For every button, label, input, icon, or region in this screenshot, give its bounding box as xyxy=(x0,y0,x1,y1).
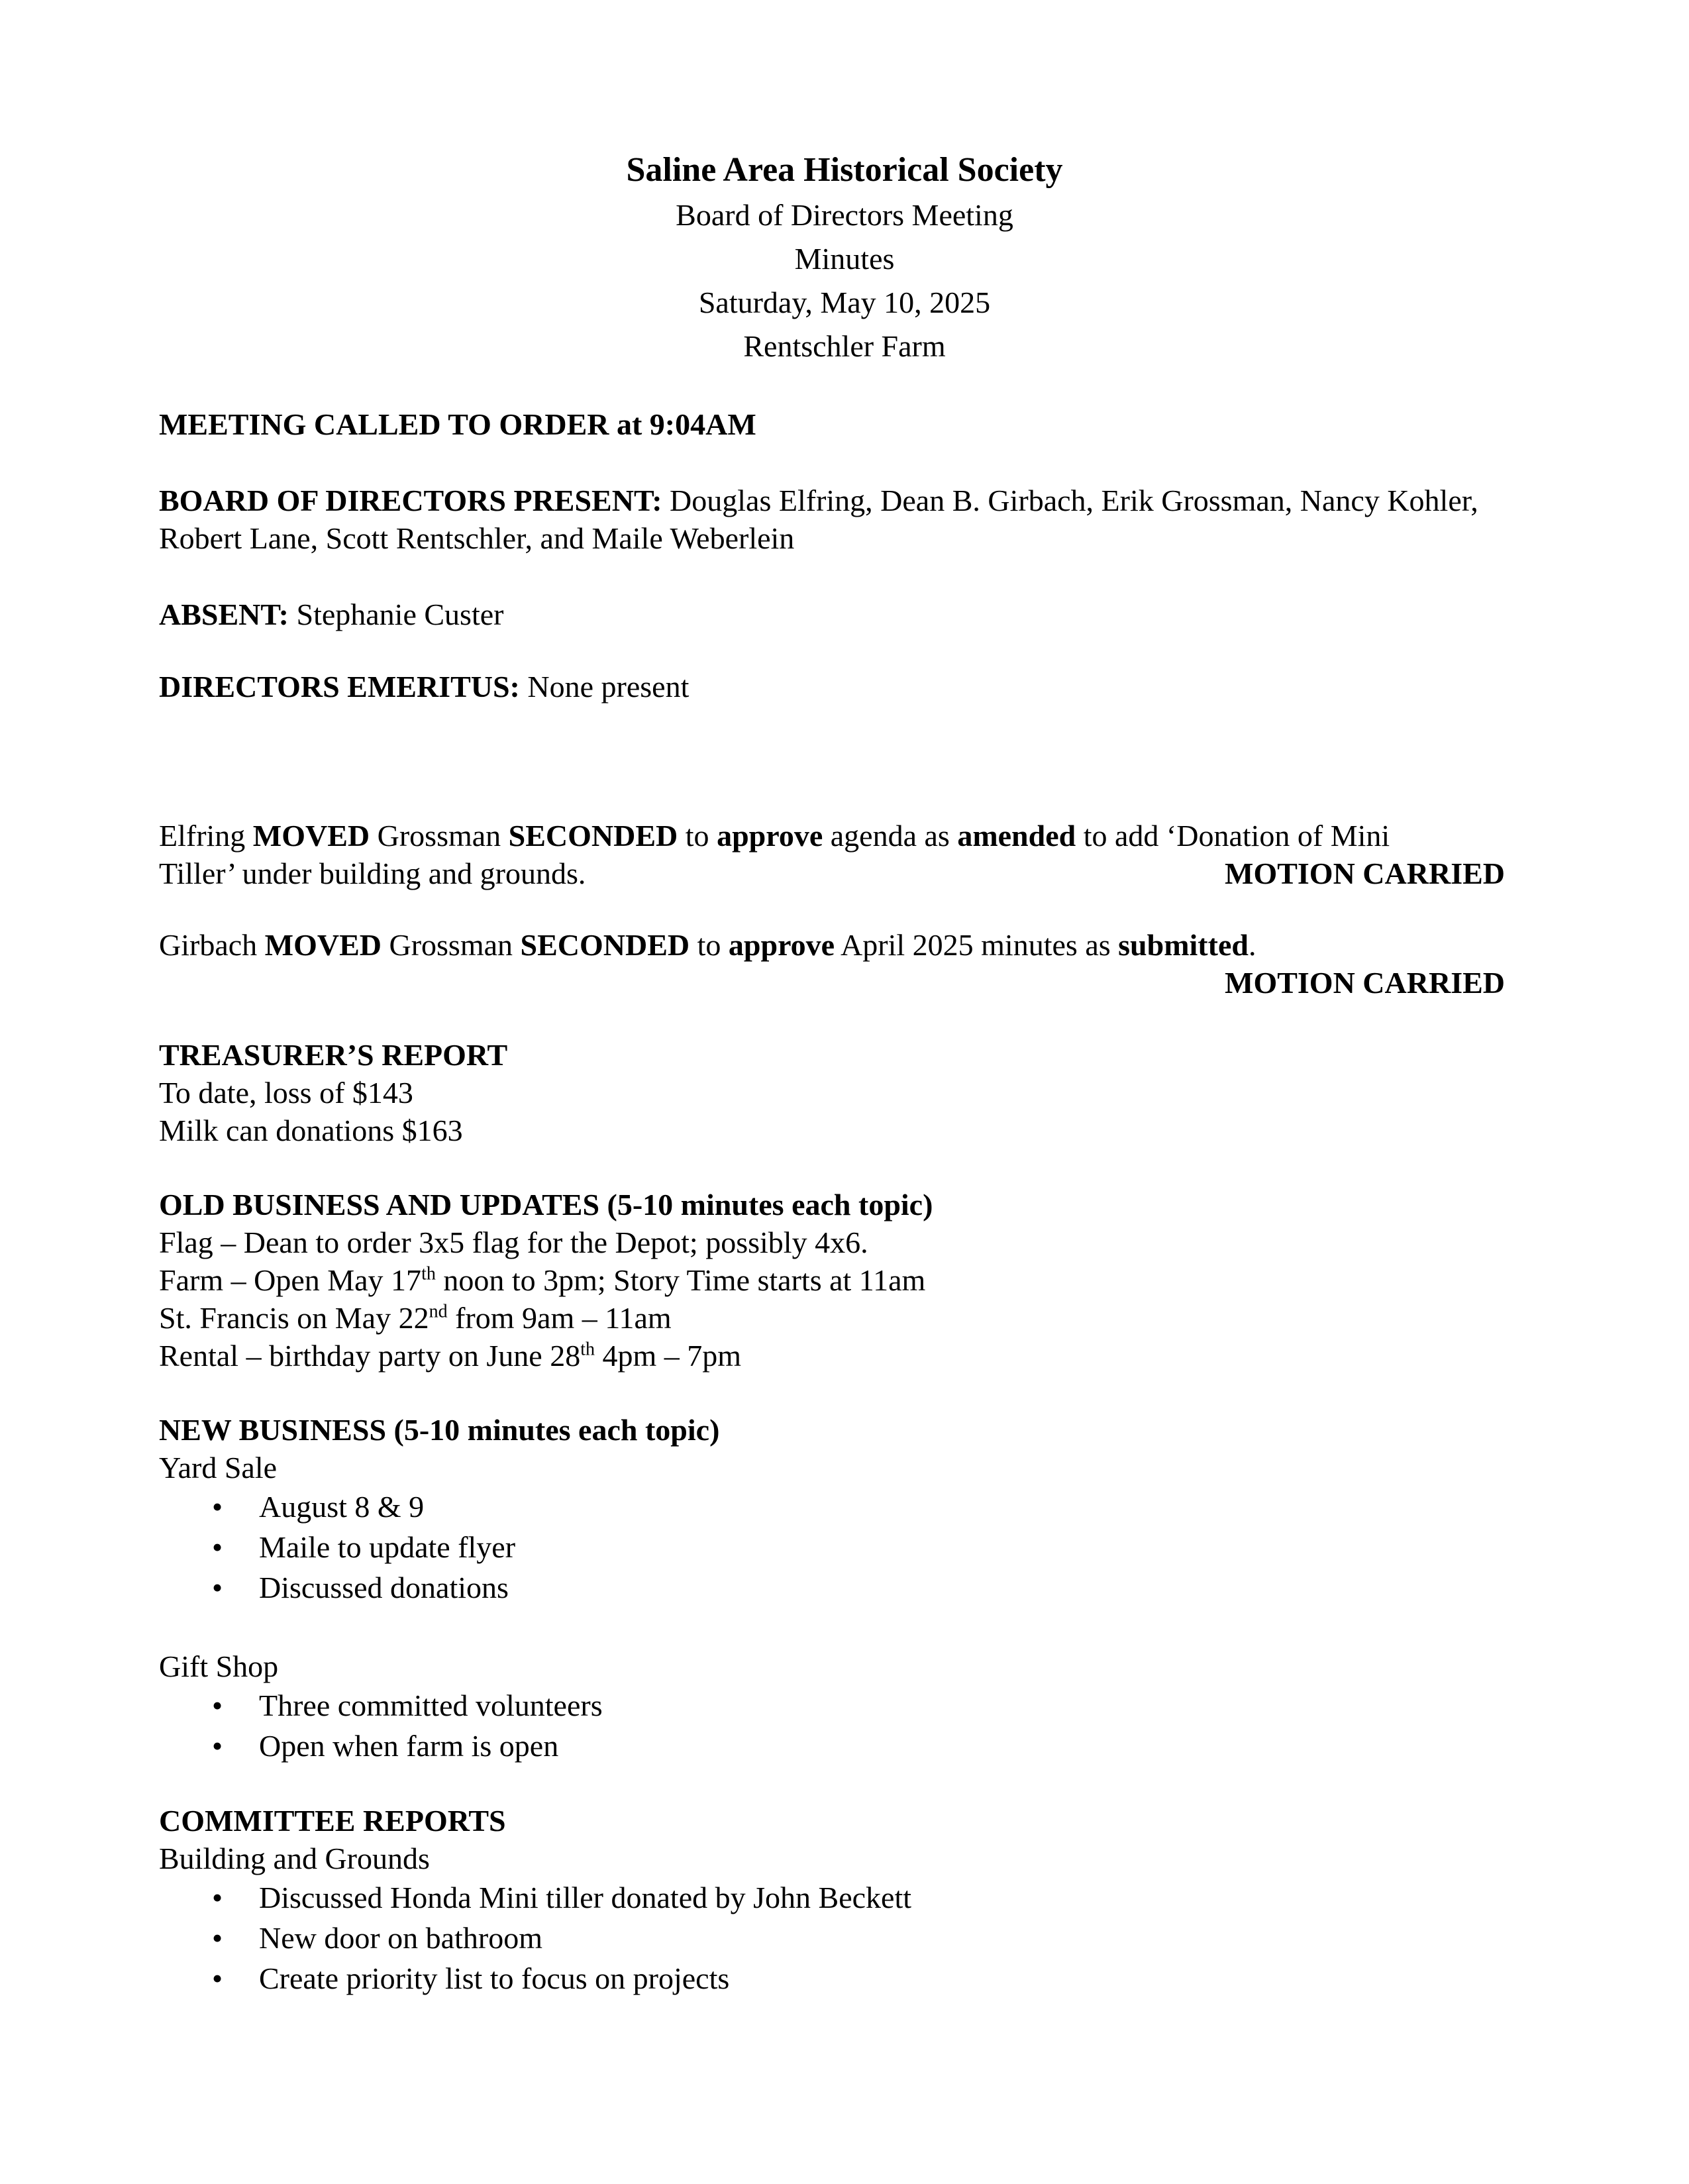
list-item xyxy=(159,1877,1530,1918)
motion-status-word: submitted xyxy=(1118,928,1249,962)
bullet-icon: • xyxy=(212,1530,223,1564)
absent-label: ABSENT: xyxy=(159,598,289,631)
present-label: BOARD OF DIRECTORS PRESENT: xyxy=(159,484,662,517)
bullet-icon: • xyxy=(212,1961,223,1995)
motion-seconded: SECONDED xyxy=(508,819,678,853)
line-text: 4pm – 7pm xyxy=(595,1339,742,1373)
motion-mover: Elfring xyxy=(159,819,253,853)
old-business-line xyxy=(159,1299,1530,1337)
building-grounds-list xyxy=(159,1877,1530,1999)
motion-tail-line2: Tiller’ under building and grounds. xyxy=(159,857,586,890)
motion-2-line1 xyxy=(159,926,1530,964)
list-item xyxy=(159,1726,1530,1766)
motion-1-line1 xyxy=(159,817,1530,855)
yard-sale-list xyxy=(159,1486,1530,1608)
line-text: St. Francis on May 22 xyxy=(159,1301,429,1335)
bullet-icon: • xyxy=(212,1921,223,1955)
motion-moved: MOVED xyxy=(252,819,370,853)
old-business-section xyxy=(159,1186,1530,1375)
absent-paragraph xyxy=(159,596,1530,633)
subsection-title: Gift Shop xyxy=(159,1649,279,1683)
list-item-text: Discussed Honda Mini tiller donated by John Beckett xyxy=(259,1881,912,1914)
committee-reports-section xyxy=(159,1802,1530,1999)
motion-1 xyxy=(159,817,1530,892)
list-item-text: Three committed volunteers xyxy=(259,1689,603,1722)
meeting-date: Saturday, May 10, 2025 xyxy=(698,286,991,319)
list-item xyxy=(159,1958,1530,1999)
motion-approve: approve xyxy=(717,819,823,853)
doc-type: Minutes xyxy=(794,242,895,276)
subsection-title: Yard Sale xyxy=(159,1451,278,1484)
emeritus-label: DIRECTORS EMERITUS: xyxy=(159,670,520,703)
ordinal-suffix: th xyxy=(421,1263,436,1284)
bullet-icon: • xyxy=(212,1571,223,1604)
subsection-title: Building and Grounds xyxy=(159,1842,430,1875)
ordinal-suffix: th xyxy=(580,1339,595,1360)
motion-to: to xyxy=(678,819,717,853)
document-header xyxy=(159,147,1530,368)
section-heading: TREASURER’S REPORT xyxy=(159,1038,508,1072)
motion-seconder: Grossman xyxy=(381,928,521,962)
bullet-icon: • xyxy=(212,1729,223,1763)
call-to-order: MEETING CALLED TO ORDER at 9:04AM xyxy=(159,407,756,441)
section-heading: OLD BUSINESS AND UPDATES (5-10 minutes each topic) xyxy=(159,1188,933,1222)
motion-1-line2 xyxy=(159,855,1530,892)
list-item-text: New door on bathroom xyxy=(259,1921,542,1955)
bullet-icon: • xyxy=(212,1689,223,1722)
emeritus-paragraph xyxy=(159,668,1530,705)
old-business-line xyxy=(159,1261,1530,1299)
meeting-title: Board of Directors Meeting xyxy=(676,198,1013,232)
list-item xyxy=(159,1527,1530,1567)
line-text: from 9am – 11am xyxy=(447,1301,672,1335)
motion-mid: April 2025 minutes as xyxy=(835,928,1119,962)
motion-2 xyxy=(159,926,1530,1002)
line-text: Farm – Open May 17 xyxy=(159,1263,422,1297)
list-item-text: Maile to update flyer xyxy=(259,1530,516,1564)
motion-mid: agenda as xyxy=(823,819,958,853)
list-item-text: August 8 & 9 xyxy=(259,1490,425,1524)
section-heading: COMMITTEE REPORTS xyxy=(159,1804,506,1838)
present-paragraph xyxy=(159,482,1530,557)
list-item xyxy=(159,1685,1530,1726)
motion-moved: MOVED xyxy=(264,928,382,962)
bullet-icon: • xyxy=(212,1881,223,1914)
motion-result: MOTION CARRIED xyxy=(1225,966,1505,1000)
emeritus-names: None present xyxy=(519,670,690,703)
motion-seconded: SECONDED xyxy=(520,928,690,962)
motion-end: . xyxy=(1248,928,1256,962)
motion-2-line2 xyxy=(159,964,1530,1002)
list-item xyxy=(159,1486,1530,1527)
absent-names: Stephanie Custer xyxy=(288,598,504,631)
motion-result: MOTION CARRIED xyxy=(1225,857,1505,890)
bullet-icon: • xyxy=(212,1490,223,1524)
list-item-text: Discussed donations xyxy=(259,1571,509,1604)
old-business-line xyxy=(159,1337,1530,1375)
meeting-location: Rentschler Farm xyxy=(743,329,946,363)
gift-shop-list xyxy=(159,1685,1530,1766)
list-item xyxy=(159,1918,1530,1958)
org-title: Saline Area Historical Society xyxy=(626,151,1063,189)
motion-to: to xyxy=(690,928,729,962)
treasurer-line: To date, loss of $143 xyxy=(159,1076,413,1110)
motion-approve: approve xyxy=(728,928,835,962)
new-business-section xyxy=(159,1411,1530,1766)
list-item xyxy=(159,1567,1530,1608)
line-text: noon to 3pm; Story Time starts at 11am xyxy=(435,1263,926,1297)
list-item-text: Create priority list to focus on projects xyxy=(259,1961,730,1995)
present-names: Douglas Elfring, Dean B. Girbach, Erik Grossman, Nancy Kohler, Robert Lane, Scott Rentschler, and Maile Weberlein xyxy=(159,484,1478,555)
motion-status-word: amended xyxy=(957,819,1076,853)
motion-mover: Girbach xyxy=(159,928,265,962)
motion-seconder: Grossman xyxy=(370,819,509,853)
treasurer-line: Milk can donations $163 xyxy=(159,1114,463,1147)
treasurer-section xyxy=(159,1036,1530,1149)
ordinal-suffix: nd xyxy=(429,1301,448,1322)
line-text: Rental – birthday party on June 28 xyxy=(159,1339,581,1373)
minutes-page xyxy=(159,147,1530,1999)
motion-tail: to add ‘Donation of Mini xyxy=(1076,819,1390,853)
section-heading: NEW BUSINESS (5-10 minutes each topic) xyxy=(159,1413,720,1447)
old-business-line: Flag – Dean to order 3x5 flag for the Depot; possibly 4x6. xyxy=(159,1225,868,1259)
list-item-text: Open when farm is open xyxy=(259,1729,559,1763)
